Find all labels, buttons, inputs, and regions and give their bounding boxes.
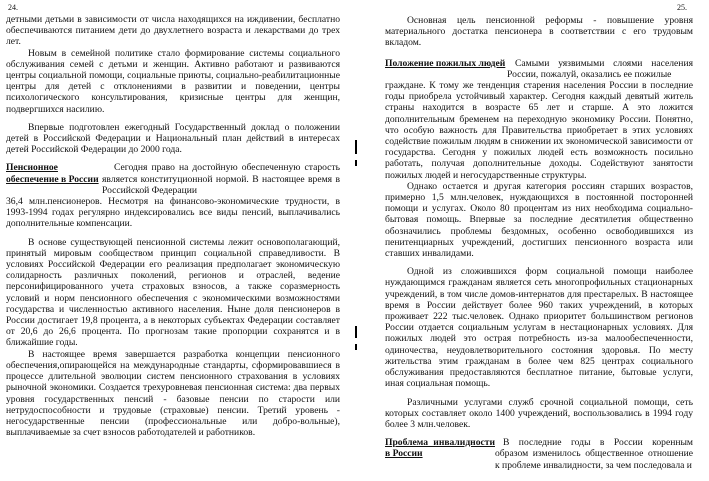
section-heading: Пенсионное обеспечение в России bbox=[6, 162, 99, 185]
section-heading: Положение пожилых людей bbox=[385, 57, 506, 69]
paragraph: Основная цель пенсионной реформы - повышение уровня материального достатка пенсионера в соответствии с его трудовым вкладом. bbox=[385, 15, 693, 49]
page-number: 24. bbox=[8, 3, 18, 12]
section-head-row bbox=[6, 162, 340, 196]
paragraph: 36,4 млн.пенсионеров. Несмотря на финансово-экономические трудности, в 1993-1994 годах регулярно индексировались все виды пенсий, выплачивались дополнительные компенсации. bbox=[6, 196, 340, 230]
page-number: 25. bbox=[677, 3, 687, 12]
paragraph: В последние годы в России коренным образом изменилось общественное отношение к проблеме инвалидности, за чем последовала и bbox=[495, 437, 693, 471]
section-head-row bbox=[385, 437, 693, 471]
paragraph: Однако остается и другая категория россиян старших возрастов, примерно 1,5 млн.человек, нуждающихся в постоянной посторонней помощи и услугах. Около 80 процентам из них необходима социально-бытовая помощь. Впервые за последние десятилетия общественно обозначились проблемы бездомных, особенно освободившихся из пенитенциарных учреждений, достигших пенсионного возраста или ставших инвалидами. bbox=[385, 180, 693, 260]
paragraph: Сегодня право на достойную обеспеченную старость является конституционной нормой. В настоящее время в Российской Федерации bbox=[102, 162, 340, 196]
paragraph: Новым в семейной политике стало формирование системы социального обслуживания семей с детьми и женщин. Активно работают и развиваются центры социальной помощи, социальные приюты, социально-реабилитационные центры для детей с отклонениями в развитии и поведении, центры психологического консультирования, кризисные центры для женщин, подвергшихся насилию. bbox=[6, 47, 340, 115]
paragraph: Одной из сложившихся форм социальной помощи наиболее нуждающимся гражданам является сеть многопрофильных стационарных учреждений, в том числе домов-интернатов для престарелых. В настоящее время в России действует более 960 таких учреждений, в которых проживает 222 тыс.человек. Однако приоритет большинством регионов России отдается социальным услугам в нестационарных условиях. Для пожилых людей это острая потребность из-за малообеспеченности, одиночества, неудовлетворительного состояния здоровья. По месту жительства этим гражданам в более чем 825 центрах социального обслуживания предоставляются бесплатное питание, бытовые услуги, иная социальная помощь. bbox=[385, 266, 693, 390]
paragraph: В настоящее время завершается разработка концепции пенсионного обеспечения,опирающейся на международные стандарты, сформировавшиеся в процессе длительной эволюции систем пенсионного страхования в условиях рыночной экономики. Создается трехуровневая пенсионная система: два первых уровня государственных пенсий - базовые пенсии по старости или нетрудоспособности и трудовые (страховые) пенсии. Третий уровень - негосударственные пенсии (профессиональные или добро-вольные), выплачиваемые за счет взносов работодателей и работников. bbox=[6, 348, 340, 439]
paragraph: В основе существующей пенсионной системы лежит основополагающий, принятый мировым сообществом принцип социальной справедливости. В условиях Российской Федерации его реализация предполагает экономическую солидарность различных поколений, регионов и отраслей, ведение персонифицированного учета страховых взносов, а также соразмерность условий и норм пенсионного обеспечения с экономическими возможностями государства и численностью активного населения. Ныне доля пенсионеров в России достигает 19,8 процента, а в некоторых субъектах Федерации составляет от 20,6 до 26,6 процента. По прогнозам такие пропорции сохранятся и в ближайшие годы. bbox=[6, 236, 340, 349]
text-column bbox=[6, 14, 340, 438]
paragraph: Самыми уязвимыми слоями населения России, пожалуй, оказались ее пожилые bbox=[507, 57, 693, 80]
section-heading: Проблема инвалидности в России bbox=[385, 437, 495, 460]
section-head-row bbox=[385, 58, 693, 80]
paragraph: Различными услугами служб срочной социальной помощи, сеть которых составляет около 1400 учреждений, воспользовались в 1994 году более 3 млн.человек. bbox=[385, 396, 693, 430]
right-page bbox=[355, 0, 709, 481]
text-column bbox=[385, 15, 693, 471]
paragraph: граждане. К тому же тенденция старения населения России в последние годы приобрела устойчивый характер. Сегодня каждый девятый житель страны находится в возрасте 65 лет и старше. А это ложится дополнительным бременем на переходную экономику России. Понятно, что особую важность для Правительства приобретает в этих условиях содействие пожилым людям в снижении их экономической зависимости от государства. Сегодня у пожилых людей есть возможность посильно работать, получая дополнительные доходы. Содействуют занятости пожилых людей и негосударственные структуры. bbox=[385, 80, 693, 181]
paragraph: детными детьми в зависимости от числа находящихся на иждивении, бесплатно обеспечиваются питанием дети до двухлетнего возраста и лекарствами до трех лет. bbox=[6, 14, 340, 48]
left-page bbox=[0, 0, 354, 481]
paragraph: Впервые подготовлен ежегодный Государственный доклад о положении детей в Российской Федерации и Национальный план действий в интересах детей Российской Федерации до 2000 года. bbox=[6, 121, 340, 156]
